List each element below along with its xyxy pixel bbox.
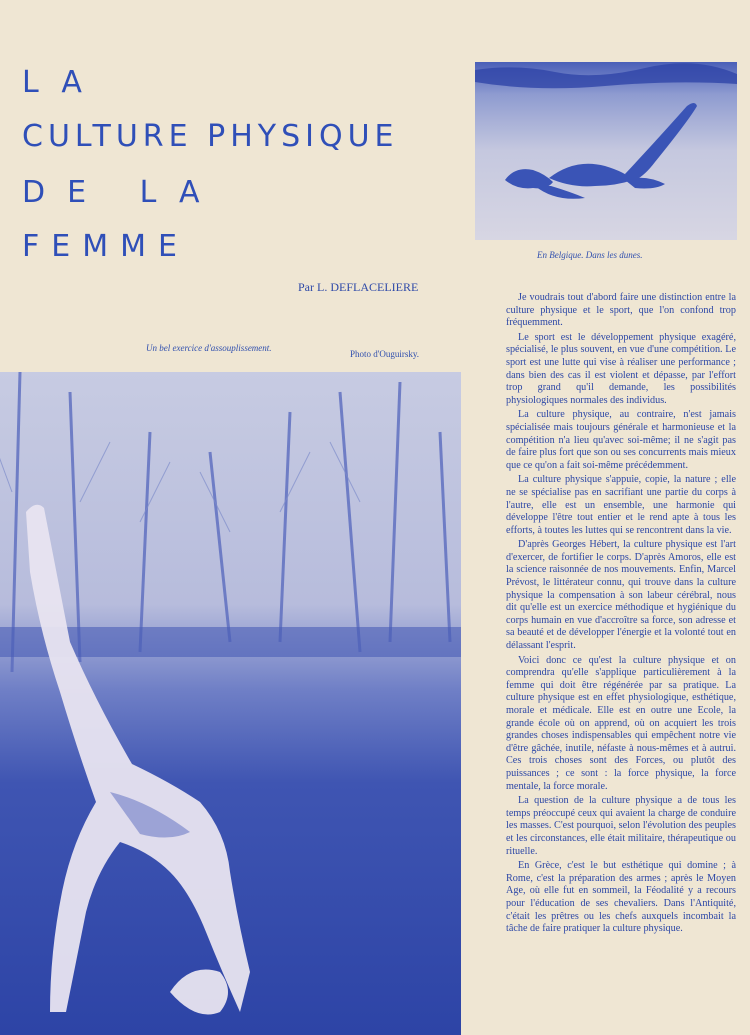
- article-paragraph-2: Le sport est le développement physique exagéré, spécialisé, le plus souvent, en vue d'une compétition. Le sport est une lutte qui vise à réaliser une performance ; dans bien des cas il est violent et dépasse, par l'effort trop grand qu'il demande, les possibilités physiologiques normales des individus.: [506, 331, 736, 406]
- article-body: [506, 292, 736, 1012]
- title-line-4: FEMME: [22, 229, 189, 264]
- dune-photo: [475, 62, 737, 240]
- article-paragraph-1: Je voudrais tout d'abord faire une distinction entre la culture physique et le sport, que l'on confond trop fréquemment.: [506, 292, 736, 329]
- title-line-2: CULTURE PHYSIQUE: [22, 119, 399, 154]
- article-paragraph-5: D'après Georges Hébert, la culture physique est l'art d'exercer, de fortifier le corps. D'après Amoros, elle est la science raisonnée de nos mouvements. Enfin, Marcel Prévost, le littérateur connu, qui trouve dans la culture physique la compensation à son labeur cérébral, nous dit qu'elle est un exercice méthodique et hygiénique du corps humain en vue d'accroître sa force, son adresse et sa beauté et de développer l'énergie et la volonté tout en délassant l'esprit.: [506, 539, 736, 652]
- title-line-1: LA: [22, 65, 104, 100]
- article-paragraph-3: La culture physique, au contraire, n'est jamais spécialisée mais toujours générale et harmonieuse et la compétition n'a lieu qu'avec soi-même; il ne s'agit pas de faire plus fort que son ou ses concurrents mais mieux que ce qu'on a fait soi-même précédemment.: [506, 409, 736, 471]
- article-paragraph-6: Voici donc ce qu'est la culture physique et on comprendra qu'elle s'applique particulièrement à la femme qui doit être régénérée par sa pratique. La culture physique est en effet physiologique, esthétique, morale et médicale. Elle est en outre une Ecole, la grande école où on apprend, où on acquiert les trois grandes choses indispensables qui empêchent notre vie d'être gâchée, inutile, néfaste à nous-mêmes et à autrui. Ces trois choses sont des Forces, ou plutôt des puissances ; ce sont : la force physique, la force mentale, la force morale.: [506, 654, 736, 792]
- main-exercise-photo: [0, 372, 461, 1035]
- article-paragraph-7: La question de la culture physique a de tous les temps préoccupé ceux qui avaient la charge de conduire les masses. C'est pourquoi, selon l'évolution des peuples et les circonstances, elle était militaire, thérapeutique ou rituelle.: [506, 795, 736, 857]
- byline: Par L. DEFLACELIERE: [298, 280, 419, 294]
- article-paragraph-8: En Grèce, c'est le but esthétique qui domine ; à Rome, c'est la préparation des armes ; après le Moyen Age, où elle fut en sommeil, la Féodalité y a recours pour l'éducation de ses chevaliers. Dans l'Antiquité, c'était les prêtres ou les chefs auxquels incombait la tâche de faire pratiquer la culture physique.: [506, 860, 736, 935]
- title-line-3: DE LA: [22, 175, 222, 210]
- dune-photo-caption: En Belgique. Dans les dunes.: [537, 250, 643, 260]
- main-photo-caption: Un bel exercice d'assouplissement.: [146, 343, 272, 353]
- article-paragraph-4: La culture physique s'appuie, copie, la nature ; elle ne se spécialise pas en sacrifiant une partie du corps à l'autre, elle est un ensemble, une harmonie qui développe l'être tout entier et le rend apte à tous les efforts, à toutes les luttes qui se rencontrent dans la vie.: [506, 474, 736, 536]
- main-photo-credit: Photo d'Ouguirsky.: [350, 349, 420, 359]
